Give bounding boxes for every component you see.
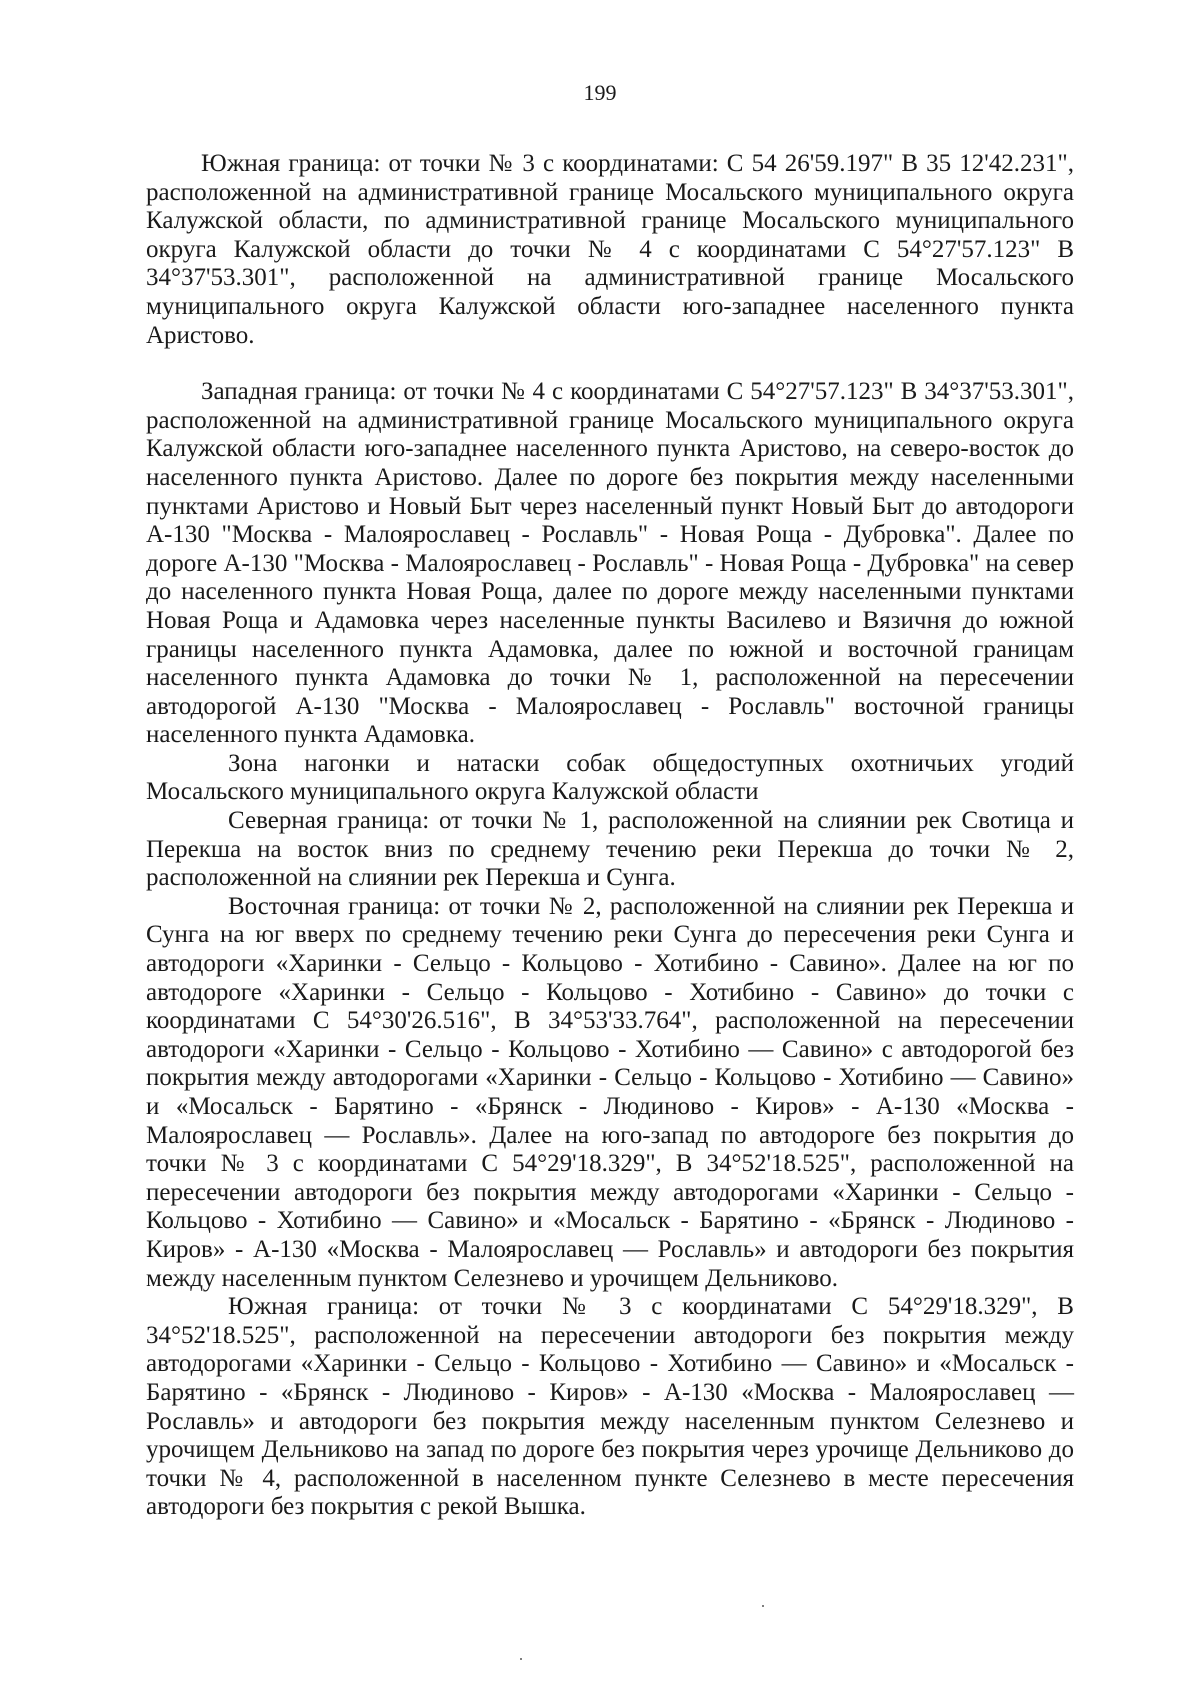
page-number: 199 — [583, 80, 617, 105]
paragraph-south-border: Южная граница: от точки № 3 с координатами: С 54 26'59.197" В 35 12'42.231", расположенной на административной границе Мосальского муниципального округа Калужской области, по административной границе Мосальского муниципального округа Калужской области до точки № 4 с координатами С 54°27'57.123" В 34°37'53.301", расположенной на административной границе Мосальского муниципального округа Калужской области юго-западнее населенного пункта Аристово. — [146, 150, 1074, 349]
document-body — [146, 150, 1074, 1522]
scan-speck — [762, 1605, 764, 1607]
section-heading-zone: Зона нагонки и натаски собак общедоступных охотничьих угодий Мосальского муниципального округа Калужской области — [146, 749, 1074, 806]
paragraph-north-border: Северная граница: от точки № 1, расположенной на слиянии рек Свотица и Перекша на восток вниз по среднему течению реки Перекша до точки № 2, расположенной на слиянии рек Перекша и Сунга. — [146, 807, 1074, 892]
paragraph-south-border-zone: Южная граница: от точки № 3 с координатами С 54°29'18.329", В 34°52'18.525", расположенной на пересечении автодороги без покрытия между автодорогами «Харинки - Сельцо - Кольцово - Хотибино — Савино» и «Мосальск - Барятино - «Брянск - Людиново - Киров» - А-130 «Москва - Малоярославец — Рославль» и автодороги без покрытия между населенным пунктом Селезнево и урочищем Дельниково на запад по дороге без покрытия через урочище Дельниково до точки № 4, расположенной в населенном пункте Селезнево в месте пересечения автодороги без покрытия с рекой Вышка. — [146, 1293, 1074, 1521]
scan-speck — [520, 1658, 522, 1660]
paragraph-west-border: Западная граница: от точки № 4 с координатами С 54°27'57.123" В 34°37'53.301", расположенной на административной границе Мосальского муниципального округа Калужской области юго-западнее населенного пункта Аристово, на северо-восток до населенного пункта Аристово. Далее по дороге без покрытия между населенными пунктами Аристово и Новый Быт через населенный пункт Новый Быт до автодороги А-130 "Москва - Малоярославец - Рославль" - Новая Роща - Дубровка". Далее по дороге А-130 "Москва - Малоярославец - Рославль" - Новая Роща - Дубровка" на север до населенного пункта Новая Роща, далее по дороге между населенными пунктами Новая Роща и Адамовка через населенные пункты Василево и Вязичня до южной границы населенного пункта Адамовка, далее по южной и восточной границам населенного пункта Адамовка до точки № 1, расположенной на пересечении автодорогой А-130 "Москва - Малоярославец - Рославль" восточной границы населенного пункта Адамовка. — [146, 378, 1074, 749]
paragraph-east-border: Восточная граница: от точки № 2, расположенной на слиянии рек Перекша и Сунга на юг вверх по среднему течению реки Сунга до пересечения реки Сунга и автодороги «Харинки - Сельцо - Кольцово - Хотибино - Савино». Далее на юг по автодороге «Харинки - Сельцо - Кольцово - Хотибино - Савино» до точки с координатами С 54°30'26.516", В 34°53'33.764", расположенной на пересечении автодороги «Харинки - Сельцо - Кольцово - Хотибино — Савино» с автодорогой без покрытия между автодорогами «Харинки - Сельцо - Кольцово - Хотибино — Савино» и «Мосальск - Барятино - «Брянск - Людиново - Киров» - А-130 «Москва - Малоярославец — Рославль». Далее на юго-запад по автодороге без покрытия до точки № 3 с координатами С 54°29'18.329", В 34°52'18.525", расположенной на пересечении автодороги без покрытия между автодорогами «Харинки - Сельцо - Кольцово - Хотибино — Савино» и «Мосальск - Барятино - «Брянск - Людиново - Киров» - А-130 «Москва - Малоярославец — Рославль» и автодороги без покрытия между населенным пунктом Селезнево и урочищем Дельниково. — [146, 892, 1074, 1292]
